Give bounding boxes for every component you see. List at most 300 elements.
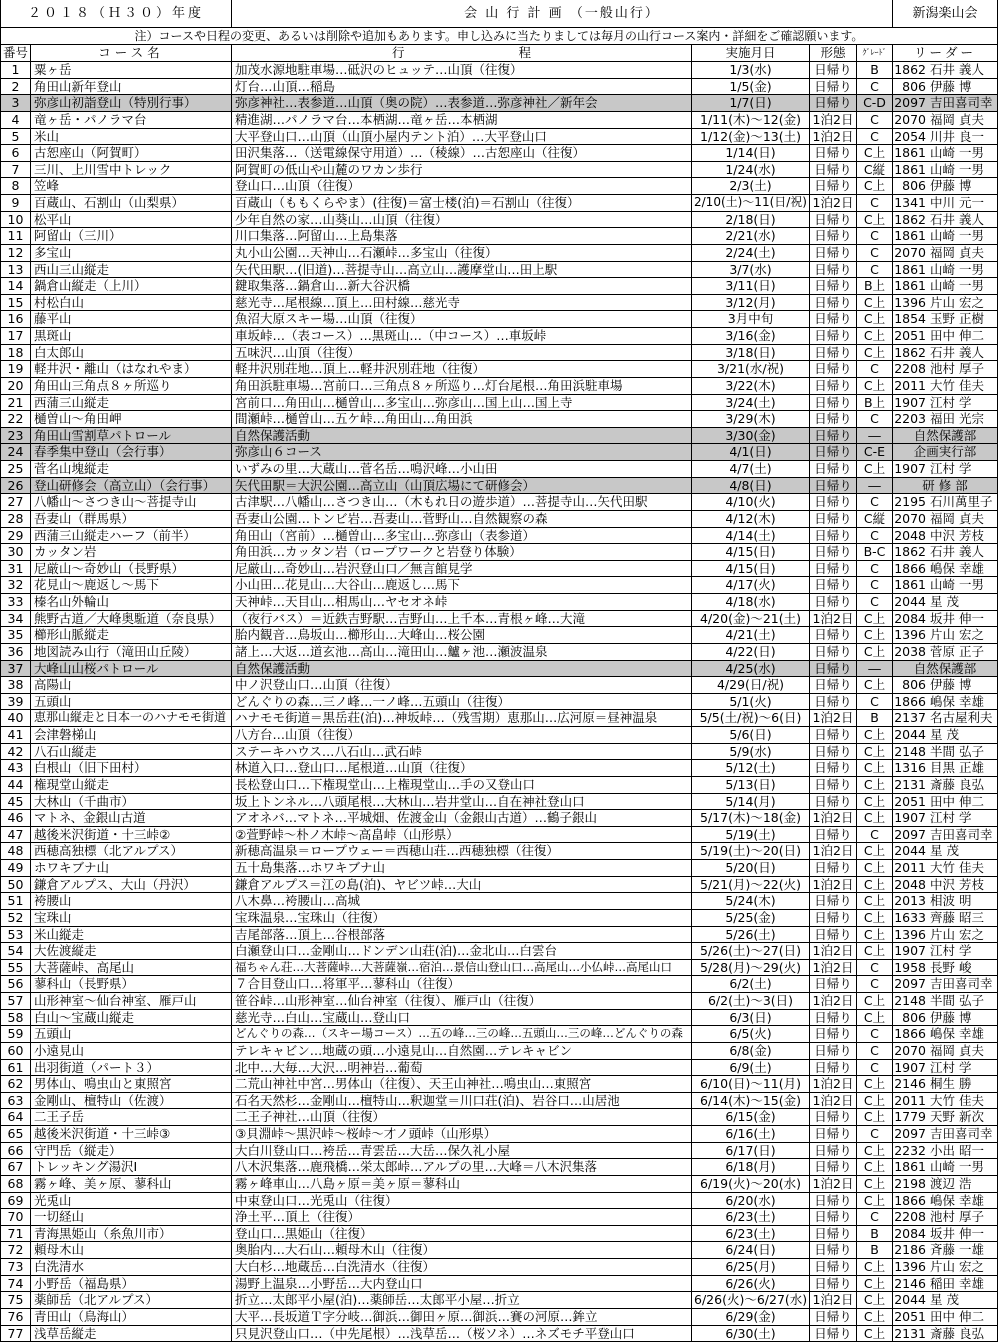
grade: C上 [857, 1292, 893, 1308]
row-number: 43 [0, 760, 31, 776]
table-row [0, 444, 998, 461]
grade: C [857, 1126, 893, 1142]
date: 5/20(日) [692, 860, 810, 876]
leader-name: 星 茂 [930, 594, 959, 609]
table-row [0, 1060, 998, 1077]
row-number: 26 [0, 478, 31, 494]
leader-id: 1861 [894, 1159, 926, 1175]
organization-name: 新潟楽山会 [893, 0, 998, 27]
row-number: 51 [0, 893, 31, 909]
leader [893, 976, 998, 992]
leader-name: 星 茂 [930, 843, 959, 859]
trip-type: 日帰り [810, 1326, 857, 1342]
grade: C上 [857, 777, 893, 793]
course-name: マトネ、金銀山古道 [31, 810, 232, 826]
course-name: 弥彦山初詣登山（特別行事） [31, 95, 232, 111]
date: 6/9(土) [692, 1060, 810, 1076]
leader [893, 511, 998, 527]
route: どんぐりの森…（スキー場コース）…五の峰…三の峰…五頭山…三の峰…どんぐりの森 [232, 1026, 692, 1042]
grade: ― [857, 428, 893, 444]
row-number: 44 [0, 777, 31, 793]
leader [893, 1010, 998, 1026]
leader-id: 2097 [894, 976, 926, 992]
leader-name: 伊藤 博 [930, 1009, 972, 1025]
leader-name: 石川萬里子 [930, 494, 993, 510]
leader [893, 960, 998, 976]
trip-type: 日帰り [810, 860, 857, 876]
leader-id: 1907 [894, 461, 926, 476]
date: 2/3(土) [692, 178, 810, 194]
date: 4/20(金)～21(土) [692, 611, 810, 627]
grade: C [857, 195, 893, 211]
leader [893, 1159, 998, 1175]
date: 3/11(日) [692, 278, 810, 294]
leader [893, 827, 998, 843]
route: （夜行バス）＝近鉄吉野駅…吉野山…上千本…青根ヶ峰…大滝 [232, 611, 692, 627]
leader-name: 中沢 芳枝 [930, 527, 984, 543]
table-row [0, 760, 998, 777]
table-row [0, 710, 998, 727]
grade: C上 [857, 345, 893, 361]
trip-type: 日帰り [810, 927, 857, 943]
course-name: 鍋倉山縦走（上川） [31, 278, 232, 294]
leader [893, 744, 998, 760]
course-name: 米山 [31, 129, 232, 145]
row-number: 12 [0, 245, 31, 261]
row-number: 7 [0, 162, 31, 178]
date: 2/10(土)～11(日/祝) [692, 195, 810, 211]
grade: C上 [857, 611, 893, 627]
leader-id: 1907 [894, 1059, 926, 1075]
course-name: 八石山縦走 [31, 744, 232, 760]
leader [893, 627, 998, 643]
date: 6/3(日) [692, 1010, 810, 1026]
leader-id: 806 [902, 78, 926, 94]
trip-type: 日帰り [810, 79, 857, 95]
row-number: 5 [0, 129, 31, 145]
row-number: 20 [0, 378, 31, 394]
grade: C上 [857, 993, 893, 1009]
trip-type: 日帰り [810, 1259, 857, 1275]
route: 諸上…大返…道玄池…高山…滝田山…鱸ヶ池…瀬波温泉 [232, 644, 692, 660]
route: 矢代田駅…(旧道)…菩提寺山…高立山…護摩堂山…田上駅 [232, 262, 692, 278]
leader-name: 江村 学 [930, 1059, 972, 1075]
leader-id: 2148 [894, 743, 926, 759]
grade: C [857, 1026, 893, 1042]
table-row [0, 162, 998, 179]
trip-type: 日帰り [810, 395, 857, 411]
trip-type: 日帰り [810, 827, 857, 843]
route: どんぐりの森…三ノ峰…一ノ峰…五頭山（往復） [232, 694, 692, 710]
course-name: 越後米沢街道・十三峠② [31, 827, 232, 843]
route: ③貝淵峠～黒沢峠～桜峠～才ノ頭峠（山形県） [232, 1126, 692, 1142]
course-name: 西穂高独標（北アルプス） [31, 843, 232, 859]
leader-name: 吉田喜司幸 [930, 976, 993, 992]
course-name: 宝珠山 [31, 910, 232, 926]
grade: C上 [857, 943, 893, 959]
leader [893, 1109, 998, 1125]
leader [893, 1209, 998, 1225]
grade: C [857, 960, 893, 976]
grade: B上 [857, 395, 893, 411]
leader [893, 993, 998, 1009]
leader-id: 1341 [894, 195, 926, 210]
trip-type: 日帰り [810, 893, 857, 909]
row-number: 46 [0, 810, 31, 826]
table-row [0, 1259, 998, 1276]
leader-id: 1633 [894, 909, 926, 925]
grade: C [857, 1043, 893, 1059]
leader-name: 片山 宏之 [930, 926, 984, 942]
grade: C上 [857, 860, 893, 876]
row-number: 42 [0, 744, 31, 760]
leader-department: 企画実行部 [913, 444, 977, 460]
trip-type: 日帰り [810, 594, 857, 610]
leader-name: 斎藤 良弘 [930, 776, 984, 792]
leader-id: 1396 [894, 926, 926, 942]
leader [893, 478, 998, 494]
leader [893, 810, 998, 826]
table-row [0, 644, 998, 661]
date: 6/8(金) [692, 1043, 810, 1059]
route: 精進湖…パノラマ台…本栖湖…竜ヶ岳…本栖湖 [232, 112, 692, 128]
course-name: 西山三山縦走 [31, 262, 232, 278]
leader-id: 2131 [894, 1325, 926, 1341]
course-name: 権現堂山縦走 [31, 777, 232, 793]
table-row [0, 311, 998, 328]
table-row [0, 195, 998, 212]
leader [893, 694, 998, 710]
row-number: 48 [0, 843, 31, 859]
trip-type: 日帰り [810, 212, 857, 228]
course-name: 守門岳（縦走） [31, 1143, 232, 1159]
trip-type: 日帰り [810, 1060, 857, 1076]
course-name: 古恕座山（阿賀町） [31, 145, 232, 161]
table-row [0, 1010, 998, 1027]
grade: C上 [857, 328, 893, 344]
leader-id: 2131 [894, 776, 926, 792]
course-name: 尼厳山～奇妙山（長野県） [31, 561, 232, 577]
route: 小山田…花見山…大谷山…鹿返し…馬下 [232, 577, 692, 593]
leader-name: 嶋保 幸雄 [930, 1192, 984, 1208]
date: 4/17(火) [692, 577, 810, 593]
leader-name: 池村 厚子 [930, 1209, 984, 1225]
date: 4/25(水) [692, 661, 810, 677]
route: アオネバ…マトネ…平城畑、佐渡金山（金銀山古道）…鶴子銀山 [232, 810, 692, 826]
leader-name: 山崎 一男 [930, 278, 984, 294]
table-row [0, 561, 998, 578]
trip-type: 日帰り [810, 228, 857, 244]
leader-id: 1907 [894, 394, 926, 410]
grade: C [857, 694, 893, 710]
date: 6/15(金) [692, 1109, 810, 1125]
date: 1/24(水) [692, 162, 810, 178]
grade: C縦 [857, 511, 893, 527]
leader-name: 坂井 伸一 [930, 610, 984, 626]
leader-id: 2137 [894, 710, 926, 726]
route: 折立…太郎平小屋(泊)…薬師岳…太郎平小屋…折立 [232, 1292, 692, 1308]
trip-type: 日帰り [810, 378, 857, 394]
leader [893, 611, 998, 627]
table-row [0, 827, 998, 844]
leader-name: 中川 元一 [930, 195, 984, 210]
date: 5/13(日) [692, 777, 810, 793]
row-number: 31 [0, 561, 31, 577]
grade: C-D [857, 95, 893, 111]
title-row [0, 0, 998, 28]
table-row [0, 976, 998, 993]
leader-name: 小出 昭一 [930, 1142, 984, 1158]
route: 宮前口…角田山…樋曽山…多宝山…弥彦山…国上山…国上寺 [232, 395, 692, 411]
table-row [0, 1292, 998, 1309]
leader [893, 1076, 998, 1092]
grade: C [857, 594, 893, 610]
table-row [0, 1093, 998, 1110]
course-name: トレッキング湯沢Ⅰ [31, 1159, 232, 1175]
leader-department: 自然保護部 [913, 427, 977, 443]
leader-name: 嶋保 幸雄 [930, 1026, 984, 1042]
course-name: 蓼科山（長野県） [31, 976, 232, 992]
row-number: 4 [0, 112, 31, 128]
row-number: 37 [0, 661, 31, 677]
leader-name: 江村 学 [930, 461, 972, 476]
route: 坂上トンネル…八頭尾根…大林山…岩井堂山…自在神社登山口 [232, 794, 692, 810]
trip-type: 1泊2日 [810, 943, 857, 959]
course-name: 櫛形山脈縦走 [31, 627, 232, 643]
trip-type: 日帰り [810, 1109, 857, 1125]
route: 車坂峠…（表コース）…黒斑山…（中コース）…車坂峠 [232, 328, 692, 344]
leader-name: 吉田喜司幸 [930, 826, 993, 842]
leader [893, 1226, 998, 1242]
row-number: 10 [0, 212, 31, 228]
route: 福ちゃん荘…大菩薩峠…大菩薩嶺…宿泊…景信山登山口…高尾山…小仏峠…高尾山口 [232, 960, 692, 976]
course-name: 角田山新年登山 [31, 79, 232, 95]
leader-id: 1862 [894, 544, 926, 560]
date: 3/18(日) [692, 345, 810, 361]
leader [893, 1292, 998, 1308]
trip-type: 日帰り [810, 62, 857, 78]
row-number: 3 [0, 95, 31, 111]
table-row [0, 478, 998, 495]
course-name: ホワキブナ山 [31, 860, 232, 876]
date: 6/30(土) [692, 1326, 810, 1342]
leader [893, 1242, 998, 1258]
leader [893, 1326, 998, 1342]
row-number: 72 [0, 1242, 31, 1258]
date: 4/14(土) [692, 528, 810, 544]
leader [893, 195, 998, 211]
route: 大白川登山口…袴岳…青雲岳…大岳…保久礼小屋 [232, 1143, 692, 1159]
date: 3/22(木) [692, 378, 810, 394]
table-row [0, 1159, 998, 1176]
course-name: 越後米沢街道・十三峠③ [31, 1126, 232, 1142]
row-number: 59 [0, 1026, 31, 1042]
grade: C [857, 561, 893, 577]
route: ②萱野峠～朴ノ木峠～高畠峠（山形県） [232, 827, 692, 843]
route: 大白杉…地蔵岳…白洗清水（往復） [232, 1259, 692, 1275]
leader-name: 斉藤 一雄 [930, 1242, 984, 1258]
route: 二荒山神社中宮…男体山（往復）、天王山神社…鳴虫山…東照宮 [232, 1076, 692, 1092]
trip-type: 日帰り [810, 95, 857, 111]
table-row [0, 794, 998, 811]
leader-id: 2051 [894, 793, 926, 809]
trip-type: 日帰り [810, 461, 857, 477]
route: 慈光寺…尾根線…頂上…田村線…慈光寺 [232, 295, 692, 311]
row-number: 34 [0, 611, 31, 627]
leader [893, 95, 998, 111]
leader-id: 1396 [894, 1259, 926, 1274]
trip-type: 日帰り [810, 278, 857, 294]
leader [893, 1143, 998, 1159]
leader-name: 伊藤 博 [930, 78, 972, 94]
leader-id: 1866 [894, 693, 926, 709]
date: 4/21(土) [692, 627, 810, 643]
date: 5/12(土) [692, 760, 810, 776]
row-number: 25 [0, 461, 31, 477]
grade: C上 [857, 1076, 893, 1092]
table-row [0, 744, 998, 761]
grade: C上 [857, 212, 893, 228]
trip-type: 日帰り [810, 361, 857, 377]
row-number: 62 [0, 1076, 31, 1092]
leader-name: 福岡 貞夫 [930, 111, 984, 127]
grade: C [857, 1060, 893, 1076]
leader-id: 1861 [894, 145, 926, 161]
date: 6/26(火) [692, 1276, 810, 1292]
date: 5/17(木)～18(金) [692, 810, 810, 826]
route: ステーキハウス…八石山…武石峠 [232, 744, 692, 760]
trip-type: 日帰り [810, 661, 857, 677]
trip-type: 日帰り [810, 744, 857, 760]
grade: C上 [857, 893, 893, 909]
grade: C [857, 79, 893, 95]
date: 6/10(日)～11(月) [692, 1076, 810, 1092]
table-row [0, 577, 998, 594]
route: 百蔵山（ももくらやま）(往復)＝富士楼(泊)＝石割山（往復） [232, 195, 692, 211]
course-name: 大林山（千曲市） [31, 794, 232, 810]
leader [893, 661, 998, 677]
leader-id: 2051 [894, 1308, 926, 1324]
grade: B [857, 1242, 893, 1258]
leader-id: 1907 [894, 943, 926, 959]
trip-type: 日帰り [810, 494, 857, 510]
course-name: 黒斑山 [31, 328, 232, 344]
leader [893, 378, 998, 394]
grade: B上 [857, 278, 893, 294]
leader [893, 1043, 998, 1059]
date: 6/20(水) [692, 1193, 810, 1209]
row-number: 19 [0, 361, 31, 377]
row-number: 63 [0, 1093, 31, 1109]
trip-type: 日帰り [810, 178, 857, 194]
route: 新穂高温泉＝ロープウェー＝西穂山荘…西穂独標（往復） [232, 843, 692, 859]
date: 4/15(日) [692, 544, 810, 560]
grade: C [857, 112, 893, 128]
grade: C上 [857, 145, 893, 161]
grade: C [857, 129, 893, 145]
date: 5/6(日) [692, 727, 810, 743]
leader-id: 2146 [894, 1076, 926, 1092]
date: 1/14(日) [692, 145, 810, 161]
course-name: 角田山雪割草パトロール [31, 428, 232, 444]
trip-type: 日帰り [810, 976, 857, 992]
grade: C上 [857, 1010, 893, 1026]
route: 八木沢集落…鹿飛橋…栄太郎峠…アルプの里…大峰＝八木沢集落 [232, 1159, 692, 1175]
route: 灯台…山頂…稲島 [232, 79, 692, 95]
table-row [0, 1126, 998, 1143]
trip-type: 日帰り [810, 245, 857, 261]
leader-name: 片山 宏之 [930, 1259, 984, 1274]
course-name: 一切経山 [31, 1209, 232, 1225]
date: 6/16(土) [692, 1126, 810, 1142]
trip-type: 日帰り [810, 544, 857, 560]
leader [893, 943, 998, 959]
table-row [0, 943, 998, 960]
date: 4/12(木) [692, 511, 810, 527]
route: 鎌倉アルプス＝江の島(泊)、ヤビツ峠…大山 [232, 877, 692, 893]
route: 古津駅…八幡山…さつき山…（木もれ日の遊歩道）…菩提寺山…矢代田駅 [232, 494, 692, 510]
row-number: 33 [0, 594, 31, 610]
date: 5/25(金) [692, 910, 810, 926]
trip-type: 日帰り [810, 644, 857, 660]
row-number: 60 [0, 1043, 31, 1059]
trip-type: 日帰り [810, 262, 857, 278]
leader [893, 428, 998, 444]
row-number: 71 [0, 1226, 31, 1242]
header-leader: リーダー [893, 45, 998, 61]
grade: C縦 [857, 162, 893, 178]
leader-id: 806 [902, 1009, 926, 1025]
leader-id: 806 [902, 677, 926, 693]
course-name: 高陽山 [31, 677, 232, 693]
leader [893, 760, 998, 776]
row-number: 30 [0, 544, 31, 560]
date: 5/24(木) [692, 893, 810, 909]
route: 中ノ沢登山口…山頂（往復） [232, 677, 692, 693]
leader-name: 長野 峻 [930, 959, 972, 975]
header-grade: ｸﾞﾚｰﾄﾞ [857, 45, 893, 61]
row-number: 74 [0, 1276, 31, 1292]
leader-id: 1861 [894, 261, 926, 277]
date: 3/30(金) [692, 428, 810, 444]
row-number: 8 [0, 178, 31, 194]
table-row [0, 212, 998, 229]
grade: C上 [857, 1176, 893, 1192]
leader-name: 田中 伸二 [930, 793, 984, 809]
trip-type: 1泊2日 [810, 710, 857, 726]
course-name: 松平山 [31, 212, 232, 228]
course-name: 五頭山 [31, 1026, 232, 1042]
course-name: 青田山（鳥海山） [31, 1309, 232, 1325]
date: 6/19(火)～20(水) [692, 1176, 810, 1192]
row-number: 27 [0, 494, 31, 510]
leader-id: 2203 [894, 411, 926, 427]
grade: C上 [857, 627, 893, 643]
route: 自然保護活動 [232, 661, 692, 677]
course-name: 浅草岳縦走 [31, 1326, 232, 1342]
leader [893, 1093, 998, 1109]
course-name: 光兎山 [31, 1193, 232, 1209]
leader [893, 245, 998, 261]
date: 4/18(水) [692, 594, 810, 610]
grade: B-C [857, 544, 893, 560]
date: 5/28(月)～29(火) [692, 960, 810, 976]
course-name: 霧ヶ峰、美ヶ原、蓼科山 [31, 1176, 232, 1192]
course-name: 樋曽山～角田岬 [31, 411, 232, 427]
trip-type: 日帰り [810, 1159, 857, 1175]
row-number: 52 [0, 910, 31, 926]
leader [893, 794, 998, 810]
